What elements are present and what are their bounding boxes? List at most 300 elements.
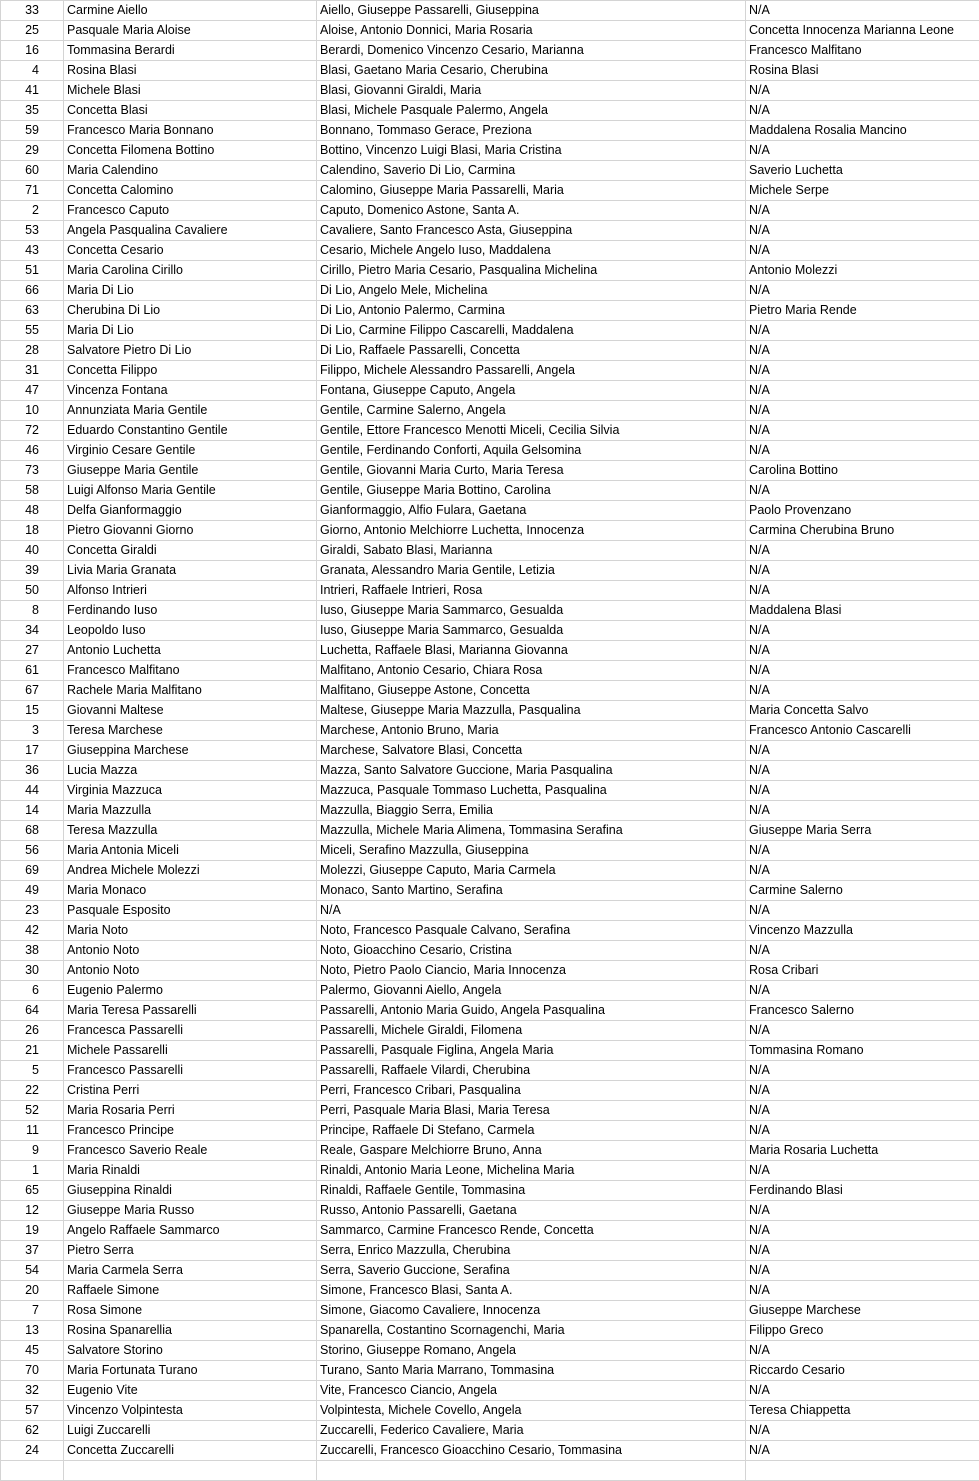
spouse-cell[interactable]: N/A xyxy=(746,281,979,301)
parents-cell[interactable]: Noto, Gioacchino Cesario, Cristina xyxy=(317,941,746,961)
spouse-cell[interactable]: N/A xyxy=(746,621,979,641)
parents-cell[interactable]: Simone, Giacomo Cavaliere, Innocenza xyxy=(317,1301,746,1321)
spouse-cell[interactable]: Rosina Blasi xyxy=(746,61,979,81)
parents-cell[interactable]: Fontana, Giuseppe Caputo, Angela xyxy=(317,381,746,401)
parents-cell[interactable]: Malfitano, Antonio Cesario, Chiara Rosa xyxy=(317,661,746,681)
table-row xyxy=(1,41,979,61)
parents-cell[interactable]: Calomino, Giuseppe Maria Passarelli, Maria xyxy=(317,181,746,201)
parents-cell[interactable]: Iuso, Giuseppe Maria Sammarco, Gesualda xyxy=(317,621,746,641)
id-cell[interactable]: 57 xyxy=(1,1401,64,1421)
name-cell[interactable]: Delfa Gianformaggio xyxy=(64,501,317,521)
name-cell[interactable]: Maria Calendino xyxy=(64,161,317,181)
spouse-cell[interactable]: Ferdinando Blasi xyxy=(746,1181,979,1201)
spouse-cell[interactable]: Giuseppe Marchese xyxy=(746,1301,979,1321)
spouse-cell[interactable]: N/A xyxy=(746,861,979,881)
id-cell[interactable]: 37 xyxy=(1,1241,64,1261)
spouse-cell[interactable]: N/A xyxy=(746,1201,979,1221)
name-cell[interactable]: Concetta Cesario xyxy=(64,241,317,261)
spouse-cell[interactable]: N/A xyxy=(746,1441,979,1461)
parents-cell[interactable]: Cesario, Michele Angelo Iuso, Maddalena xyxy=(317,241,746,261)
id-cell[interactable]: 24 xyxy=(1,1441,64,1461)
parents-cell[interactable]: Gentile, Giuseppe Maria Bottino, Carolina xyxy=(317,481,746,501)
id-cell[interactable]: 3 xyxy=(1,721,64,741)
name-cell[interactable]: Concetta Filippo xyxy=(64,361,317,381)
id-cell[interactable]: 35 xyxy=(1,101,64,121)
spouse-cell[interactable]: Paolo Provenzano xyxy=(746,501,979,521)
id-cell[interactable]: 46 xyxy=(1,441,64,461)
name-cell[interactable]: Raffaele Simone xyxy=(64,1281,317,1301)
parents-cell[interactable]: Perri, Francesco Cribari, Pasqualina xyxy=(317,1081,746,1101)
name-cell[interactable]: Cherubina Di Lio xyxy=(64,301,317,321)
id-cell[interactable]: 51 xyxy=(1,261,64,281)
parents-cell[interactable]: Intrieri, Raffaele Intrieri, Rosa xyxy=(317,581,746,601)
id-cell[interactable]: 44 xyxy=(1,781,64,801)
spouse-cell[interactable]: Francesco Malfitano xyxy=(746,41,979,61)
spouse-cell[interactable]: N/A xyxy=(746,221,979,241)
name-cell[interactable]: Francesco Saverio Reale xyxy=(64,1141,317,1161)
name-cell[interactable]: Cristina Perri xyxy=(64,1081,317,1101)
id-cell[interactable]: 17 xyxy=(1,741,64,761)
name-cell[interactable]: Luigi Alfonso Maria Gentile xyxy=(64,481,317,501)
parents-cell[interactable]: Bonnano, Tommaso Gerace, Preziona xyxy=(317,121,746,141)
name-cell[interactable]: Eduardo Constantino Gentile xyxy=(64,421,317,441)
name-cell[interactable]: Francesca Passarelli xyxy=(64,1021,317,1041)
id-cell[interactable]: 21 xyxy=(1,1041,64,1061)
parents-cell[interactable]: Principe, Raffaele Di Stefano, Carmela xyxy=(317,1121,746,1141)
name-cell[interactable]: Concetta Zuccarelli xyxy=(64,1441,317,1461)
name-cell[interactable]: Francesco Passarelli xyxy=(64,1061,317,1081)
parents-cell[interactable]: Mazzulla, Biaggio Serra, Emilia xyxy=(317,801,746,821)
name-cell[interactable]: Pietro Serra xyxy=(64,1241,317,1261)
name-cell[interactable]: Antonio Noto xyxy=(64,961,317,981)
spouse-cell[interactable]: Teresa Chiappetta xyxy=(746,1401,979,1421)
parents-cell[interactable]: Berardi, Domenico Vincenzo Cesario, Marianna xyxy=(317,41,746,61)
name-cell[interactable]: Maria Rosaria Perri xyxy=(64,1101,317,1121)
parents-cell[interactable]: Sammarco, Carmine Francesco Rende, Concetta xyxy=(317,1221,746,1241)
parents-cell[interactable]: Iuso, Giuseppe Maria Sammarco, Gesualda xyxy=(317,601,746,621)
id-cell[interactable]: 30 xyxy=(1,961,64,981)
id-cell[interactable]: 5 xyxy=(1,1061,64,1081)
id-cell[interactable]: 13 xyxy=(1,1321,64,1341)
id-cell[interactable]: 61 xyxy=(1,661,64,681)
id-cell[interactable]: 18 xyxy=(1,521,64,541)
parents-cell[interactable]: N/A xyxy=(317,901,746,921)
name-cell[interactable]: Pasquale Esposito xyxy=(64,901,317,921)
spouse-cell[interactable]: N/A xyxy=(746,781,979,801)
id-cell[interactable]: 19 xyxy=(1,1221,64,1241)
parents-cell[interactable]: Di Lio, Antonio Palermo, Carmina xyxy=(317,301,746,321)
spouse-cell[interactable]: Francesco Antonio Cascarelli xyxy=(746,721,979,741)
parents-cell[interactable]: Calendino, Saverio Di Lio, Carmina xyxy=(317,161,746,181)
parents-cell[interactable]: Blasi, Gaetano Maria Cesario, Cherubina xyxy=(317,61,746,81)
name-cell[interactable]: Antonio Luchetta xyxy=(64,641,317,661)
name-cell[interactable]: Giuseppina Rinaldi xyxy=(64,1181,317,1201)
parents-cell[interactable]: Molezzi, Giuseppe Caputo, Maria Carmela xyxy=(317,861,746,881)
name-cell[interactable]: Teresa Marchese xyxy=(64,721,317,741)
id-cell[interactable]: 56 xyxy=(1,841,64,861)
id-cell[interactable]: 27 xyxy=(1,641,64,661)
parents-cell[interactable]: Granata, Alessandro Maria Gentile, Letizia xyxy=(317,561,746,581)
name-cell[interactable]: Rosina Spanarellia xyxy=(64,1321,317,1341)
spouse-cell[interactable]: N/A xyxy=(746,1021,979,1041)
table-row xyxy=(1,1101,979,1121)
id-cell[interactable]: 68 xyxy=(1,821,64,841)
spouse-cell[interactable]: N/A xyxy=(746,201,979,221)
parents-cell[interactable]: Passarelli, Raffaele Vilardi, Cherubina xyxy=(317,1061,746,1081)
spouse-cell[interactable]: N/A xyxy=(746,341,979,361)
spouse-cell[interactable]: N/A xyxy=(746,241,979,261)
id-cell[interactable]: 55 xyxy=(1,321,64,341)
spouse-cell[interactable]: Rosa Cribari xyxy=(746,961,979,981)
name-cell[interactable]: Annunziata Maria Gentile xyxy=(64,401,317,421)
id-cell[interactable]: 10 xyxy=(1,401,64,421)
parents-cell[interactable]: Volpintesta, Michele Covello, Angela xyxy=(317,1401,746,1421)
name-cell[interactable] xyxy=(64,1461,317,1481)
spouse-cell[interactable]: N/A xyxy=(746,1101,979,1121)
parents-cell[interactable]: Caputo, Domenico Astone, Santa A. xyxy=(317,201,746,221)
parents-cell[interactable]: Mazzulla, Michele Maria Alimena, Tommasina Serafina xyxy=(317,821,746,841)
id-cell[interactable]: 49 xyxy=(1,881,64,901)
name-cell[interactable]: Maria Fortunata Turano xyxy=(64,1361,317,1381)
name-cell[interactable]: Ferdinando Iuso xyxy=(64,601,317,621)
name-cell[interactable]: Angela Pasqualina Cavaliere xyxy=(64,221,317,241)
spouse-cell[interactable]: Filippo Greco xyxy=(746,1321,979,1341)
parents-cell[interactable]: Passarelli, Pasquale Figlina, Angela Maria xyxy=(317,1041,746,1061)
spouse-cell[interactable]: Giuseppe Maria Serra xyxy=(746,821,979,841)
id-cell[interactable]: 1 xyxy=(1,1161,64,1181)
parents-cell[interactable] xyxy=(317,1461,746,1481)
name-cell[interactable]: Maria Mazzulla xyxy=(64,801,317,821)
parents-cell[interactable]: Filippo, Michele Alessandro Passarelli, Angela xyxy=(317,361,746,381)
id-cell[interactable]: 39 xyxy=(1,561,64,581)
id-cell[interactable]: 48 xyxy=(1,501,64,521)
parents-cell[interactable]: Malfitano, Giuseppe Astone, Concetta xyxy=(317,681,746,701)
id-cell[interactable]: 2 xyxy=(1,201,64,221)
name-cell[interactable]: Rachele Maria Malfitano xyxy=(64,681,317,701)
spouse-cell[interactable]: N/A xyxy=(746,1421,979,1441)
id-cell[interactable]: 72 xyxy=(1,421,64,441)
spouse-cell[interactable]: Saverio Luchetta xyxy=(746,161,979,181)
parents-cell[interactable]: Maltese, Giuseppe Maria Mazzulla, Pasqualina xyxy=(317,701,746,721)
id-cell[interactable]: 26 xyxy=(1,1021,64,1041)
parents-cell[interactable]: Gianformaggio, Alfio Fulara, Gaetana xyxy=(317,501,746,521)
parents-cell[interactable]: Rinaldi, Raffaele Gentile, Tommasina xyxy=(317,1181,746,1201)
parents-cell[interactable]: Blasi, Giovanni Giraldi, Maria xyxy=(317,81,746,101)
parents-cell[interactable]: Luchetta, Raffaele Blasi, Marianna Giovanna xyxy=(317,641,746,661)
name-cell[interactable]: Eugenio Vite xyxy=(64,1381,317,1401)
name-cell[interactable]: Giuseppe Maria Russo xyxy=(64,1201,317,1221)
spouse-cell[interactable]: N/A xyxy=(746,641,979,661)
name-cell[interactable]: Vincenzo Volpintesta xyxy=(64,1401,317,1421)
id-cell[interactable]: 11 xyxy=(1,1121,64,1141)
name-cell[interactable]: Concetta Blasi xyxy=(64,101,317,121)
spouse-cell[interactable]: Riccardo Cesario xyxy=(746,1361,979,1381)
parents-cell[interactable]: Gentile, Ettore Francesco Menotti Miceli, Cecilia Silvia xyxy=(317,421,746,441)
spouse-cell[interactable]: N/A xyxy=(746,1281,979,1301)
id-cell[interactable]: 9 xyxy=(1,1141,64,1161)
name-cell[interactable]: Alfonso Intrieri xyxy=(64,581,317,601)
spouse-cell[interactable]: N/A xyxy=(746,901,979,921)
spouse-cell[interactable]: N/A xyxy=(746,1341,979,1361)
id-cell[interactable]: 63 xyxy=(1,301,64,321)
spouse-cell[interactable]: Tommasina Romano xyxy=(746,1041,979,1061)
spouse-cell[interactable] xyxy=(746,1461,979,1481)
id-cell[interactable]: 73 xyxy=(1,461,64,481)
name-cell[interactable]: Antonio Noto xyxy=(64,941,317,961)
spouse-cell[interactable]: N/A xyxy=(746,481,979,501)
id-cell[interactable]: 31 xyxy=(1,361,64,381)
parents-cell[interactable]: Bottino, Vincenzo Luigi Blasi, Maria Cristina xyxy=(317,141,746,161)
parents-cell[interactable]: Marchese, Salvatore Blasi, Concetta xyxy=(317,741,746,761)
spouse-cell[interactable]: N/A xyxy=(746,1161,979,1181)
spouse-cell[interactable]: N/A xyxy=(746,981,979,1001)
id-cell[interactable]: 15 xyxy=(1,701,64,721)
id-cell[interactable]: 29 xyxy=(1,141,64,161)
parents-cell[interactable]: Gentile, Giovanni Maria Curto, Maria Teresa xyxy=(317,461,746,481)
name-cell[interactable]: Salvatore Pietro Di Lio xyxy=(64,341,317,361)
id-cell[interactable]: 38 xyxy=(1,941,64,961)
spouse-cell[interactable]: Pietro Maria Rende xyxy=(746,301,979,321)
parents-cell[interactable]: Di Lio, Angelo Mele, Michelina xyxy=(317,281,746,301)
name-cell[interactable]: Salvatore Storino xyxy=(64,1341,317,1361)
name-cell[interactable]: Luigi Zuccarelli xyxy=(64,1421,317,1441)
spouse-cell[interactable]: N/A xyxy=(746,841,979,861)
id-cell[interactable]: 69 xyxy=(1,861,64,881)
parents-cell[interactable]: Storino, Giuseppe Romano, Angela xyxy=(317,1341,746,1361)
parents-cell[interactable]: Mazza, Santo Salvatore Guccione, Maria Pasqualina xyxy=(317,761,746,781)
spouse-cell[interactable]: N/A xyxy=(746,361,979,381)
id-cell[interactable]: 7 xyxy=(1,1301,64,1321)
id-cell[interactable]: 42 xyxy=(1,921,64,941)
parents-cell[interactable]: Perri, Pasquale Maria Blasi, Maria Teresa xyxy=(317,1101,746,1121)
id-cell[interactable]: 16 xyxy=(1,41,64,61)
parents-cell[interactable]: Zuccarelli, Francesco Gioacchino Cesario, Tommasina xyxy=(317,1441,746,1461)
spouse-cell[interactable]: N/A xyxy=(746,381,979,401)
spouse-cell[interactable]: Michele Serpe xyxy=(746,181,979,201)
spouse-cell[interactable]: N/A xyxy=(746,661,979,681)
name-cell[interactable]: Carmine Aiello xyxy=(64,1,317,21)
name-cell[interactable]: Pietro Giovanni Giorno xyxy=(64,521,317,541)
parents-cell[interactable]: Gentile, Carmine Salerno, Angela xyxy=(317,401,746,421)
spouse-cell[interactable]: Antonio Molezzi xyxy=(746,261,979,281)
id-cell[interactable]: 36 xyxy=(1,761,64,781)
id-cell[interactable]: 54 xyxy=(1,1261,64,1281)
parents-cell[interactable]: Passarelli, Antonio Maria Guido, Angela Pasqualina xyxy=(317,1001,746,1021)
name-cell[interactable]: Teresa Mazzulla xyxy=(64,821,317,841)
name-cell[interactable]: Giovanni Maltese xyxy=(64,701,317,721)
name-cell[interactable]: Francesco Maria Bonnano xyxy=(64,121,317,141)
parents-cell[interactable]: Blasi, Michele Pasquale Palermo, Angela xyxy=(317,101,746,121)
id-cell[interactable]: 41 xyxy=(1,81,64,101)
parents-cell[interactable]: Miceli, Serafino Mazzulla, Giuseppina xyxy=(317,841,746,861)
spouse-cell[interactable]: N/A xyxy=(746,1221,979,1241)
id-cell[interactable]: 67 xyxy=(1,681,64,701)
name-cell[interactable]: Pasquale Maria Aloise xyxy=(64,21,317,41)
id-cell[interactable]: 60 xyxy=(1,161,64,181)
id-cell[interactable]: 32 xyxy=(1,1381,64,1401)
name-cell[interactable]: Michele Blasi xyxy=(64,81,317,101)
table-row xyxy=(1,761,979,781)
spouse-cell[interactable]: Carmine Salerno xyxy=(746,881,979,901)
spouse-cell[interactable]: N/A xyxy=(746,681,979,701)
parents-cell[interactable]: Rinaldi, Antonio Maria Leone, Michelina Maria xyxy=(317,1161,746,1181)
id-cell[interactable]: 33 xyxy=(1,1,64,21)
parents-cell[interactable]: Palermo, Giovanni Aiello, Angela xyxy=(317,981,746,1001)
spouse-cell[interactable]: N/A xyxy=(746,801,979,821)
spouse-cell[interactable]: Carolina Bottino xyxy=(746,461,979,481)
parents-cell[interactable]: Noto, Francesco Pasquale Calvano, Serafina xyxy=(317,921,746,941)
parents-cell[interactable]: Giorno, Antonio Melchiorre Luchetta, Innocenza xyxy=(317,521,746,541)
parents-cell[interactable]: Aiello, Giuseppe Passarelli, Giuseppina xyxy=(317,1,746,21)
id-cell[interactable]: 12 xyxy=(1,1201,64,1221)
parents-cell[interactable]: Zuccarelli, Federico Cavaliere, Maria xyxy=(317,1421,746,1441)
spouse-cell[interactable]: N/A xyxy=(746,1241,979,1261)
spouse-cell[interactable]: N/A xyxy=(746,1,979,21)
id-cell[interactable]: 43 xyxy=(1,241,64,261)
parents-cell[interactable]: Passarelli, Michele Giraldi, Filomena xyxy=(317,1021,746,1041)
parents-cell[interactable]: Noto, Pietro Paolo Ciancio, Maria Innocenza xyxy=(317,961,746,981)
parents-cell[interactable]: Marchese, Antonio Bruno, Maria xyxy=(317,721,746,741)
id-cell[interactable]: 20 xyxy=(1,1281,64,1301)
id-cell[interactable]: 4 xyxy=(1,61,64,81)
parents-cell[interactable]: Russo, Antonio Passarelli, Gaetana xyxy=(317,1201,746,1221)
id-cell[interactable]: 64 xyxy=(1,1001,64,1021)
name-cell[interactable]: Tommasina Berardi xyxy=(64,41,317,61)
id-cell[interactable]: 14 xyxy=(1,801,64,821)
name-cell[interactable]: Michele Passarelli xyxy=(64,1041,317,1061)
id-cell[interactable]: 71 xyxy=(1,181,64,201)
id-cell[interactable]: 25 xyxy=(1,21,64,41)
spouse-cell[interactable]: N/A xyxy=(746,941,979,961)
name-cell[interactable]: Giuseppe Maria Gentile xyxy=(64,461,317,481)
name-cell[interactable]: Andrea Michele Molezzi xyxy=(64,861,317,881)
name-cell[interactable]: Maria Di Lio xyxy=(64,321,317,341)
spouse-cell[interactable]: N/A xyxy=(746,101,979,121)
id-cell[interactable]: 47 xyxy=(1,381,64,401)
name-cell[interactable]: Maria Teresa Passarelli xyxy=(64,1001,317,1021)
spouse-cell[interactable]: N/A xyxy=(746,1121,979,1141)
parents-cell[interactable]: Serra, Enrico Mazzulla, Cherubina xyxy=(317,1241,746,1261)
parents-cell[interactable]: Simone, Francesco Blasi, Santa A. xyxy=(317,1281,746,1301)
spouse-cell[interactable]: N/A xyxy=(746,761,979,781)
spouse-cell[interactable]: N/A xyxy=(746,1381,979,1401)
id-cell[interactable]: 23 xyxy=(1,901,64,921)
name-cell[interactable]: Leopoldo Iuso xyxy=(64,621,317,641)
spouse-cell[interactable]: N/A xyxy=(746,541,979,561)
id-cell[interactable]: 62 xyxy=(1,1421,64,1441)
name-cell[interactable]: Concetta Filomena Bottino xyxy=(64,141,317,161)
spouse-cell[interactable]: Maddalena Blasi xyxy=(746,601,979,621)
id-cell[interactable]: 8 xyxy=(1,601,64,621)
parents-cell[interactable]: Reale, Gaspare Melchiorre Bruno, Anna xyxy=(317,1141,746,1161)
spouse-cell[interactable]: N/A xyxy=(746,81,979,101)
id-cell[interactable]: 58 xyxy=(1,481,64,501)
id-cell[interactable]: 52 xyxy=(1,1101,64,1121)
spouse-cell[interactable]: Vincenzo Mazzulla xyxy=(746,921,979,941)
name-cell[interactable]: Francesco Principe xyxy=(64,1121,317,1141)
name-cell[interactable]: Maria Rinaldi xyxy=(64,1161,317,1181)
parents-cell[interactable]: Cirillo, Pietro Maria Cesario, Pasqualina Michelina xyxy=(317,261,746,281)
id-cell[interactable]: 45 xyxy=(1,1341,64,1361)
parents-cell[interactable]: Vite, Francesco Ciancio, Angela xyxy=(317,1381,746,1401)
name-cell[interactable]: Virginio Cesare Gentile xyxy=(64,441,317,461)
id-cell[interactable]: 34 xyxy=(1,621,64,641)
parents-cell[interactable]: Monaco, Santo Martino, Serafina xyxy=(317,881,746,901)
parents-cell[interactable]: Di Lio, Raffaele Passarelli, Concetta xyxy=(317,341,746,361)
name-cell[interactable]: Maria Carolina Cirillo xyxy=(64,261,317,281)
spouse-cell[interactable]: N/A xyxy=(746,1261,979,1281)
parents-cell[interactable]: Giraldi, Sabato Blasi, Marianna xyxy=(317,541,746,561)
name-cell[interactable]: Maria Noto xyxy=(64,921,317,941)
id-cell[interactable]: 53 xyxy=(1,221,64,241)
id-cell[interactable]: 40 xyxy=(1,541,64,561)
id-cell[interactable]: 65 xyxy=(1,1181,64,1201)
name-cell[interactable]: Angelo Raffaele Sammarco xyxy=(64,1221,317,1241)
name-cell[interactable]: Virginia Mazzuca xyxy=(64,781,317,801)
spouse-cell[interactable]: N/A xyxy=(746,741,979,761)
name-cell[interactable]: Rosa Simone xyxy=(64,1301,317,1321)
name-cell[interactable]: Maria Antonia Miceli xyxy=(64,841,317,861)
name-cell[interactable]: Francesco Malfitano xyxy=(64,661,317,681)
spouse-cell[interactable]: N/A xyxy=(746,561,979,581)
name-cell[interactable]: Giuseppina Marchese xyxy=(64,741,317,761)
id-cell[interactable] xyxy=(1,1461,64,1481)
id-cell[interactable]: 66 xyxy=(1,281,64,301)
spouse-cell[interactable]: N/A xyxy=(746,581,979,601)
parents-cell[interactable]: Di Lio, Carmine Filippo Cascarelli, Maddalena xyxy=(317,321,746,341)
table-row xyxy=(1,921,979,941)
parents-cell[interactable]: Aloise, Antonio Donnici, Maria Rosaria xyxy=(317,21,746,41)
name-cell[interactable]: Lucia Mazza xyxy=(64,761,317,781)
name-cell[interactable]: Livia Maria Granata xyxy=(64,561,317,581)
name-cell[interactable]: Maria Di Lio xyxy=(64,281,317,301)
spouse-cell[interactable]: N/A xyxy=(746,441,979,461)
name-cell[interactable]: Rosina Blasi xyxy=(64,61,317,81)
spouse-cell[interactable]: N/A xyxy=(746,421,979,441)
spouse-cell[interactable]: Francesco Salerno xyxy=(746,1001,979,1021)
parents-cell[interactable]: Turano, Santo Maria Marrano, Tommasina xyxy=(317,1361,746,1381)
spouse-cell[interactable]: Maddalena Rosalia Mancino xyxy=(746,121,979,141)
name-cell[interactable]: Vincenza Fontana xyxy=(64,381,317,401)
spouse-cell[interactable]: N/A xyxy=(746,1081,979,1101)
name-cell[interactable]: Maria Monaco xyxy=(64,881,317,901)
spouse-cell[interactable]: Maria Rosaria Luchetta xyxy=(746,1141,979,1161)
parents-cell[interactable]: Mazzuca, Pasquale Tommaso Luchetta, Pasqualina xyxy=(317,781,746,801)
spouse-cell[interactable]: N/A xyxy=(746,401,979,421)
spouse-cell[interactable]: N/A xyxy=(746,141,979,161)
parents-cell[interactable]: Spanarella, Costantino Scornagenchi, Maria xyxy=(317,1321,746,1341)
id-cell[interactable]: 70 xyxy=(1,1361,64,1381)
name-cell[interactable]: Concetta Giraldi xyxy=(64,541,317,561)
id-cell[interactable]: 6 xyxy=(1,981,64,1001)
spouse-cell[interactable]: Concetta Innocenza Marianna Leone xyxy=(746,21,979,41)
parents-cell[interactable]: Serra, Saverio Guccione, Serafina xyxy=(317,1261,746,1281)
spouse-cell[interactable]: Maria Concetta Salvo xyxy=(746,701,979,721)
name-cell[interactable]: Francesco Caputo xyxy=(64,201,317,221)
name-cell[interactable]: Maria Carmela Serra xyxy=(64,1261,317,1281)
id-cell[interactable]: 28 xyxy=(1,341,64,361)
id-cell[interactable]: 50 xyxy=(1,581,64,601)
spouse-cell[interactable]: Carmina Cherubina Bruno xyxy=(746,521,979,541)
parents-cell[interactable]: Cavaliere, Santo Francesco Asta, Giuseppina xyxy=(317,221,746,241)
spouse-cell[interactable]: N/A xyxy=(746,1061,979,1081)
id-cell[interactable]: 22 xyxy=(1,1081,64,1101)
parents-cell[interactable]: Gentile, Ferdinando Conforti, Aquila Gelsomina xyxy=(317,441,746,461)
id-cell[interactable]: 59 xyxy=(1,121,64,141)
spouse-cell[interactable]: N/A xyxy=(746,321,979,341)
name-cell[interactable]: Concetta Calomino xyxy=(64,181,317,201)
name-cell[interactable]: Eugenio Palermo xyxy=(64,981,317,1001)
